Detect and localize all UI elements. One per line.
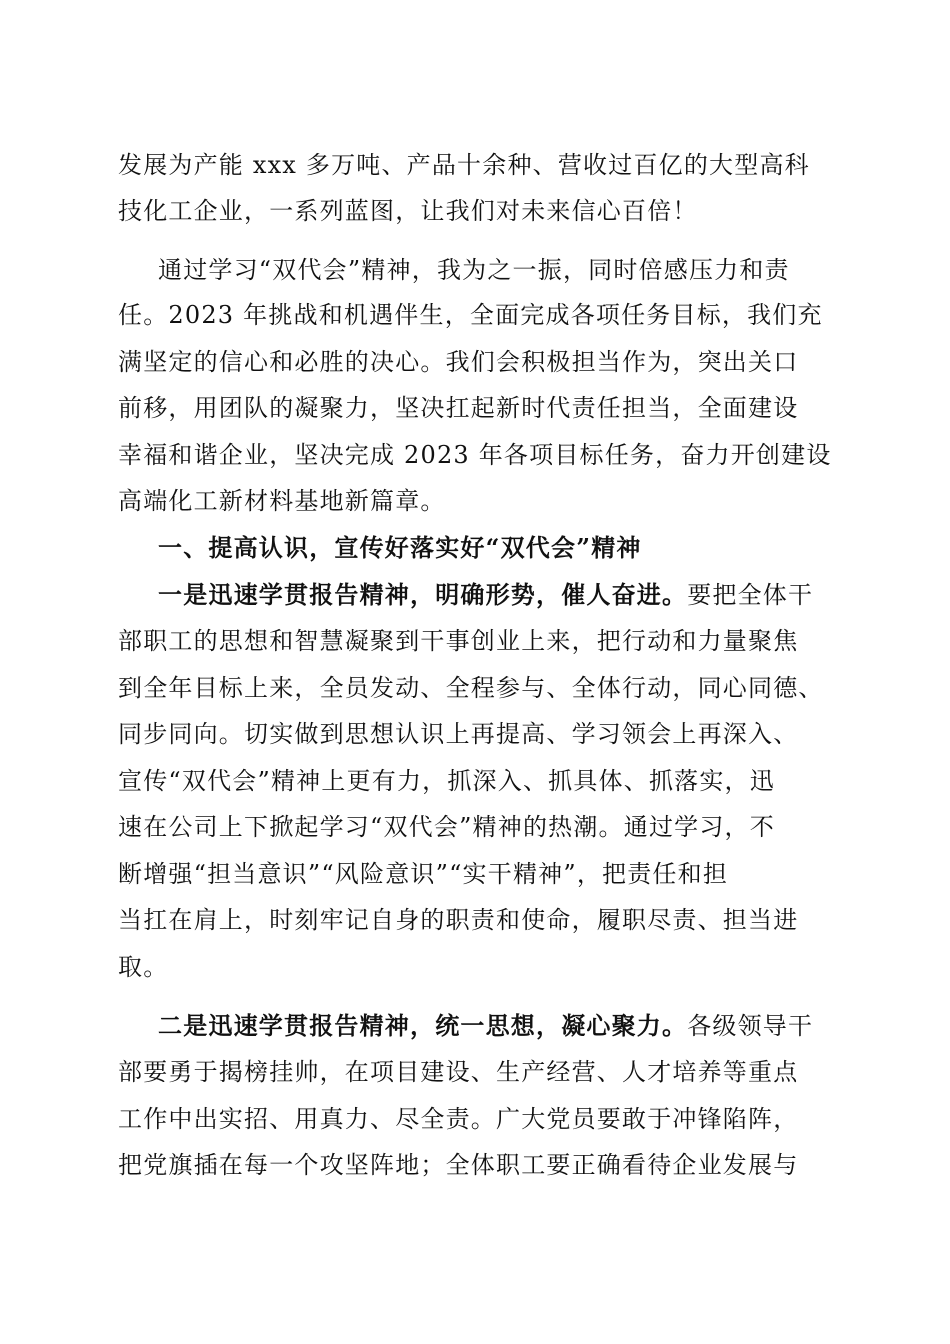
body-text-line: 速在公司上下掀起学习“双代会”精神的热潮。通过学习，不 xyxy=(118,813,775,841)
section-heading: 一、提高认识，宣传好落实好“双代会”精神 xyxy=(158,533,642,562)
body-text-line: 任。2023 年挑战和机遇伴生，全面完成各项任务目标，我们充 xyxy=(118,301,823,329)
body-text-line: 高端化工新材料基地新篇章。 xyxy=(118,487,446,515)
body-text-line: 当扛在肩上，时刻牢记自身的职责和使命，履职尽责、担当进 xyxy=(118,906,799,934)
body-text-line: 到全年目标上来，全员发动、全程参与、全体行动，同心同德、 xyxy=(118,674,824,702)
body-text-line: 取。 xyxy=(118,953,169,981)
body-text-span: 各级领导干 xyxy=(687,1012,814,1040)
paragraph-start-line xyxy=(158,1011,950,1041)
body-text-line: 断增强“担当意识”“风险意识”“实干精神”，把责任和担 xyxy=(118,860,729,888)
body-text-span: 要把全体干 xyxy=(687,581,814,609)
body-text-line: 幸福和谐企业，坚决完成 2023 年各项目标任务，奋力开创建设 xyxy=(118,441,832,469)
paragraph-start-line: 通过学习“双代会”精神，我为之一振，同时倍感压力和责 xyxy=(158,256,790,284)
lead-sentence: 一是迅速学贯报告精神，明确形势，催人奋进。 xyxy=(158,580,688,609)
lead-sentence: 二是迅速学贯报告精神，统一思想，凝心聚力。 xyxy=(158,1011,688,1040)
body-text-line: 同步同向。切实做到思想认识上再提高、学习领会上再深入、 xyxy=(118,720,799,748)
body-text-line: 发展为产能 xxx 多万吨、产品十余种、营收过百亿的大型高科 xyxy=(118,151,810,179)
body-text-line: 满坚定的信心和必胜的决心。我们会积极担当作为，突出关口 xyxy=(118,348,799,376)
body-text-line: 前移，用团队的凝聚力，坚决扛起新时代责任担当，全面建设 xyxy=(118,394,799,422)
body-text-line: 把党旗插在每一个攻坚阵地；全体职工要正确看待企业发展与 xyxy=(118,1151,799,1179)
body-text-line: 工作中出实招、用真力、尽全责。广大党员要敢于冲锋陷阵， xyxy=(118,1105,799,1133)
body-text-line: 部要勇于揭榜挂帅，在项目建设、生产经营、人才培养等重点 xyxy=(118,1058,799,1086)
body-text-line: 技化工企业，一系列蓝图，让我们对未来信心百倍！ xyxy=(118,197,698,225)
body-text-line: 部职工的思想和智慧凝聚到干事创业上来，把行动和力量聚焦 xyxy=(118,627,799,655)
paragraph-start-line xyxy=(158,580,950,610)
body-text-line: 宣传“双代会”精神上更有力，抓深入、抓具体、抓落实，迅 xyxy=(118,767,775,795)
